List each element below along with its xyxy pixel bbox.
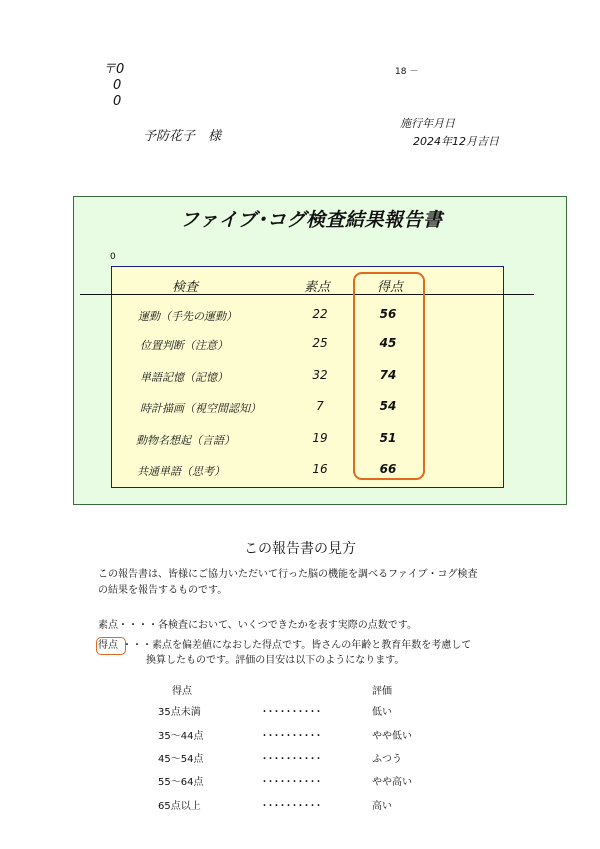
row-raw-memory: 32 <box>312 368 328 382</box>
eval-range-4: 55～64点 <box>158 777 204 788</box>
row-score-memory: 74 <box>379 368 397 382</box>
header-raw: 素点 <box>304 280 331 295</box>
eval-dots-5: ･･････････ <box>262 801 322 812</box>
zero-note: 0 <box>110 252 116 262</box>
recipient-name: 予防花子 様 <box>143 129 222 144</box>
eval-table-header-score: 得点 <box>172 686 192 697</box>
row-label-thinking: 共通単語（思考） <box>137 465 225 478</box>
report-title: ファイブ･コグ検査結果報告書 <box>180 209 443 231</box>
guide-title: この報告書の見方 <box>244 541 356 557</box>
eval-table-header-eval: 評価 <box>372 686 392 697</box>
row-raw-language: 19 <box>312 431 328 445</box>
eval-dots-3: ･･････････ <box>262 754 322 765</box>
row-label-memory: 単語記憶（記憶） <box>140 371 228 384</box>
eval-label-5: 高い <box>372 801 392 812</box>
score-definition-line-2: 換算したものです。評価の目安は以下のようになります。 <box>146 655 405 666</box>
eval-dots-4: ･･････････ <box>262 777 322 788</box>
eval-range-2: 35～44点 <box>158 731 204 742</box>
row-label-language: 動物名想起（言語） <box>136 434 235 447</box>
eval-label-4: やや高い <box>372 777 412 788</box>
postal-code: 〒0 <box>103 62 125 77</box>
header-score: 得点 <box>377 280 404 295</box>
eval-range-3: 45～54点 <box>158 754 204 765</box>
address-line-3: 0 <box>113 94 122 109</box>
intro-line-2: の結果を報告するものです。 <box>98 585 228 596</box>
row-raw-motor: 22 <box>312 307 328 321</box>
row-label-motor: 運動（手先の運動） <box>138 310 237 323</box>
row-label-visuospatial: 時計描画（視空間認知） <box>140 402 261 415</box>
row-score-attention: 45 <box>379 336 397 350</box>
raw-definition: 素点・・・・各検査において、いくつできたかを表す実際の点数です。 <box>98 620 417 631</box>
eval-dots-1: ･･････････ <box>262 707 322 718</box>
eval-dots-2: ･･････････ <box>262 731 322 742</box>
row-score-language: 51 <box>379 431 397 445</box>
date-value: 2024年12月吉日 <box>413 135 499 148</box>
row-label-attention: 位置判断（注意） <box>140 339 228 352</box>
date-label: 施行年月日 <box>400 117 455 130</box>
eval-label-3: ふつう <box>372 754 402 765</box>
row-raw-attention: 25 <box>312 336 328 350</box>
eval-range-5: 65点以上 <box>158 801 201 812</box>
eval-range-1: 35点未満 <box>158 707 201 718</box>
postal-address <box>103 62 124 110</box>
eval-label-2: やや低い <box>372 731 412 742</box>
score-column-highlight <box>353 272 425 480</box>
address-line-2: 0 <box>113 78 122 93</box>
row-score-visuospatial: 54 <box>379 399 397 413</box>
row-score-motor: 56 <box>379 307 397 321</box>
page-number: 18 － <box>395 67 419 77</box>
intro-line-1: この報告書は、皆様にご協力いただいて行った脳の機能を調べるファイブ・コグ検査 <box>98 569 478 580</box>
score-definition-line-1: ・・・素点を偏差値になおした得点です。皆さんの年齢と教育年数を考慮して <box>122 640 472 651</box>
row-raw-visuospatial: 7 <box>316 399 324 413</box>
header-test: 検査 <box>172 280 199 295</box>
score-term: 得点 <box>98 640 118 651</box>
row-score-thinking: 66 <box>379 462 397 476</box>
row-raw-thinking: 16 <box>312 462 328 476</box>
eval-label-1: 低い <box>372 707 392 718</box>
